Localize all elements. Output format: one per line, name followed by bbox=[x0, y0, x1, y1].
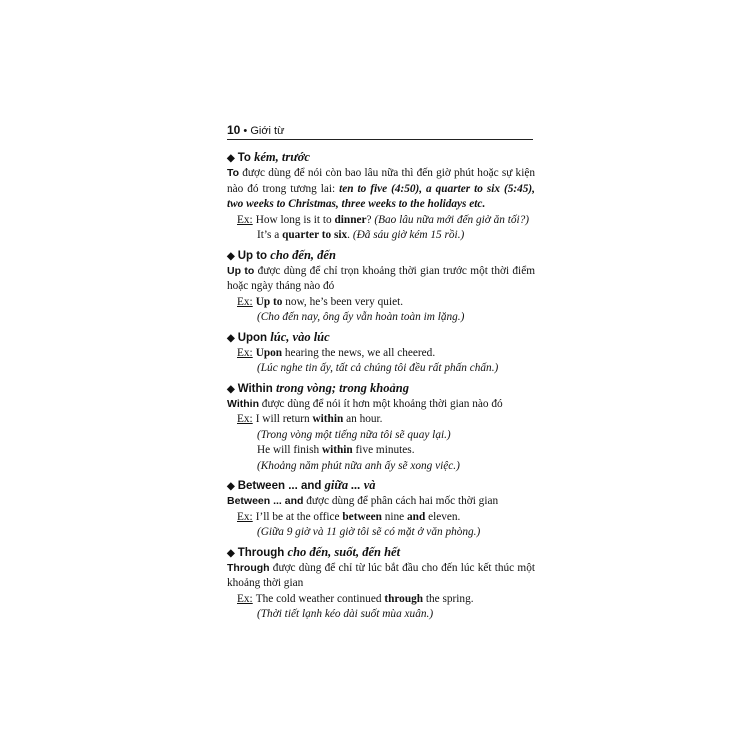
definition-to bbox=[227, 166, 535, 213]
example-line bbox=[227, 592, 535, 608]
example-line bbox=[227, 295, 535, 311]
example-line bbox=[227, 310, 535, 326]
term-meaning: lúc, vào lúc bbox=[270, 329, 330, 344]
diamond-bullet-icon: ◆ bbox=[227, 153, 235, 164]
page-number: 10 bbox=[227, 123, 241, 137]
term-meaning: giữa ... và bbox=[324, 478, 376, 492]
section-title-through bbox=[227, 544, 535, 561]
page-header bbox=[227, 123, 533, 140]
example-label: Ex: bbox=[237, 510, 253, 523]
example-keyword: between bbox=[342, 510, 382, 523]
example-text: I’ll be at the office bbox=[255, 510, 343, 523]
definition-within bbox=[227, 397, 535, 413]
term-meaning: cho đến, đến bbox=[270, 247, 336, 262]
section-title-within bbox=[227, 380, 535, 397]
definition-text: được dùng để phân cách hai mốc thời gian bbox=[303, 495, 499, 507]
example-line bbox=[227, 428, 535, 444]
section-title-upon bbox=[227, 329, 535, 346]
example-text: an hour. bbox=[343, 413, 383, 425]
example-text: ? bbox=[366, 213, 375, 226]
page-content bbox=[227, 146, 535, 623]
header-bullet: • bbox=[243, 125, 248, 137]
definition-text: được dùng để chỉ trọn khoảng thời gian trước một thời điểm hoặc ngày tháng nào đó bbox=[227, 264, 535, 292]
example-translation: (Thời tiết lạnh kéo dài suốt mùa xuân.) bbox=[257, 608, 434, 620]
example-keyword: and bbox=[407, 510, 426, 523]
definition-keyword: Through bbox=[227, 561, 270, 574]
example-text: hearing the news, we all cheered. bbox=[282, 346, 436, 359]
term: Up to bbox=[237, 249, 268, 262]
definition-examples: ten to five (4:50), a quarter to six (5:45), two weeks to Christmas, three weeks to the holidays etc. bbox=[227, 182, 536, 210]
example-text: The cold weather continued bbox=[255, 592, 385, 605]
diamond-bullet-icon: ◆ bbox=[227, 383, 235, 395]
example-line bbox=[227, 346, 535, 362]
example-text: eleven. bbox=[425, 510, 461, 523]
definition-between bbox=[227, 494, 535, 510]
term: Within bbox=[237, 382, 273, 395]
definition-text: được dùng để chỉ từ lúc bắt đầu cho đến lúc kết thúc một khoảng thời gian bbox=[227, 561, 535, 589]
example-text: now, he’s been very quiet. bbox=[282, 295, 404, 308]
example-label: Ex: bbox=[237, 346, 253, 359]
section-title-between bbox=[227, 477, 535, 494]
definition-up-to bbox=[227, 264, 535, 295]
example-translation: (Cho đến nay, ông ấy vẫn hoàn toàn im lặng.) bbox=[257, 311, 465, 323]
example-line bbox=[227, 361, 535, 377]
example-translation: (Lúc nghe tin ấy, tất cả chúng tôi đều rất phấn chấn.) bbox=[257, 362, 499, 374]
chapter-title: Giới từ bbox=[250, 125, 285, 137]
term: Through bbox=[237, 546, 285, 559]
term-meaning: kém, trước bbox=[254, 150, 310, 164]
example-text: How long is it to bbox=[255, 213, 335, 226]
example-label: Ex: bbox=[237, 213, 253, 226]
example-text: He will finish bbox=[257, 444, 322, 456]
example-line bbox=[227, 459, 535, 475]
example-translation: (Trong vòng một tiếng nữa tôi sẽ quay lại.) bbox=[257, 428, 451, 441]
example-text: . bbox=[347, 229, 353, 241]
definition-keyword: To bbox=[227, 167, 240, 179]
example-line bbox=[227, 228, 535, 244]
example-keyword: dinner bbox=[334, 213, 367, 226]
example-line bbox=[227, 607, 535, 623]
definition-text: được dùng để nói ít hơn một khoảng thời gian nào đó bbox=[258, 397, 503, 410]
definition-keyword: Up to bbox=[227, 264, 255, 277]
example-keyword: Up to bbox=[255, 295, 283, 308]
term-meaning: trong vòng; trong khoảng bbox=[275, 380, 409, 395]
diamond-bullet-icon: ◆ bbox=[227, 332, 235, 344]
example-translation: (Giữa 9 giờ và 11 giờ tôi sẽ có mặt ở văn phòng.) bbox=[257, 526, 481, 538]
term-meaning: cho đến, suốt, đến hết bbox=[287, 544, 401, 559]
example-translation: (Bao lâu nữa mới đến giờ ăn tối?) bbox=[374, 213, 530, 226]
example-line bbox=[227, 412, 535, 428]
term: Between ... and bbox=[237, 480, 322, 492]
example-translation: (Đã sáu giờ kém 15 rồi.) bbox=[352, 229, 465, 241]
example-text: the spring. bbox=[423, 592, 474, 605]
example-label: Ex: bbox=[237, 295, 253, 308]
example-line bbox=[227, 525, 535, 541]
example-keyword: Upon bbox=[255, 346, 283, 359]
example-keyword: quarter to six bbox=[282, 229, 348, 241]
section-title-up-to bbox=[227, 247, 535, 264]
example-translation: (Khoảng năm phút nữa anh ấy sẽ xong việc.) bbox=[257, 459, 460, 472]
term: Upon bbox=[237, 331, 268, 344]
example-text: It’s a bbox=[257, 229, 283, 241]
example-label: Ex: bbox=[237, 592, 253, 605]
definition-text: được dùng để nói còn bao lâu nữa thì đến giờ phút hoặc sự kiện nào đó trong tương lai: bbox=[227, 167, 535, 195]
example-text: I will return bbox=[255, 413, 313, 425]
example-text: five minutes. bbox=[352, 444, 415, 456]
example-keyword: within bbox=[321, 444, 353, 456]
example-keyword: within bbox=[312, 413, 344, 425]
diamond-bullet-icon: ◆ bbox=[227, 481, 235, 492]
example-line bbox=[227, 213, 535, 229]
diamond-bullet-icon: ◆ bbox=[227, 250, 235, 262]
example-keyword: through bbox=[384, 592, 424, 605]
example-line bbox=[227, 510, 535, 526]
term: To bbox=[237, 152, 251, 164]
definition-keyword: Between ... and bbox=[227, 495, 304, 507]
example-line bbox=[227, 443, 535, 459]
section-title-to bbox=[227, 149, 535, 166]
definition-through bbox=[227, 561, 535, 592]
diamond-bullet-icon: ◆ bbox=[227, 547, 235, 559]
definition-keyword: Within bbox=[227, 397, 259, 410]
example-label: Ex: bbox=[237, 413, 253, 425]
example-text: nine bbox=[381, 510, 408, 523]
